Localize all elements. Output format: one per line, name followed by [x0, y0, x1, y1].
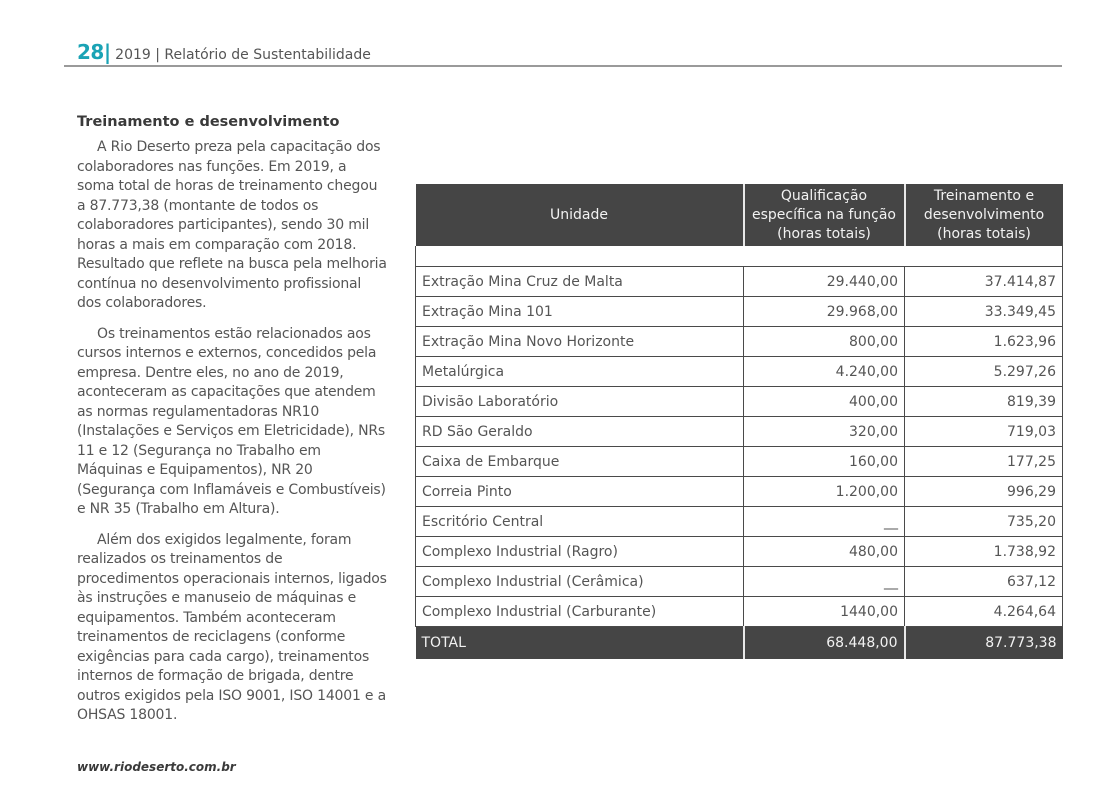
- table-row: [416, 387, 1063, 417]
- table-spacer-row: [416, 246, 1063, 267]
- column-header-qualificacao: Qualificação específica na função (horas totais): [744, 184, 905, 246]
- treinamento-hours: 33.349,45: [905, 297, 1063, 327]
- table-header-row: [416, 184, 1063, 246]
- qualificacao-hours: 400,00: [744, 387, 905, 417]
- qualificacao-hours: 1.200,00: [744, 477, 905, 507]
- unit-name: Complexo Industrial (Ragro): [416, 537, 744, 567]
- qualificacao-hours: 800,00: [744, 327, 905, 357]
- qualificacao-hours: __: [744, 567, 905, 597]
- qualificacao-hours: 29.968,00: [744, 297, 905, 327]
- training-hours-table: [415, 184, 1063, 659]
- column-header-treinamento: Treinamento e desenvolvimento (horas totais): [905, 184, 1063, 246]
- qualificacao-hours: 160,00: [744, 447, 905, 477]
- treinamento-hours: 1.623,96: [905, 327, 1063, 357]
- table-row: [416, 567, 1063, 597]
- table-row: [416, 417, 1063, 447]
- table-row: [416, 597, 1063, 627]
- unit-name: RD São Geraldo: [416, 417, 744, 447]
- report-title: 2019 | Relatório de Sustentabilidade: [115, 47, 371, 63]
- unit-name: Extração Mina Cruz de Malta: [416, 267, 744, 297]
- page-header: [77, 40, 371, 64]
- paragraph-2: Os treinamentos estão relacionados aos cursos internos e externos, concedidos pela empresa. Dentre eles, no ano de 2019, aconteceram as capacitações que atendem as normas regulamentadoras NR10 (Instalações e Serviços em Eletricidade), NRs 11 e 12 (Segurança no Trabalho em Máquinas e Equipamentos), NR 20 (Segurança com Inflamáveis e Combustíveis) e NR 35 (Trabalho em Altura).: [77, 325, 386, 517]
- header-divider: [64, 65, 1062, 67]
- qualificacao-hours: 1440,00: [744, 597, 905, 627]
- page-number-divider: |: [103, 40, 112, 64]
- table-row: [416, 537, 1063, 567]
- treinamento-hours: 819,39: [905, 387, 1063, 417]
- unit-name: Complexo Industrial (Carburante): [416, 597, 744, 627]
- qualificacao-hours: 480,00: [744, 537, 905, 567]
- paragraph-1: A Rio Deserto preza pela capacitação dos colaboradores nas funções. Em 2019, a soma total de horas de treinamento chegou a 87.773,38 (montante de todos os colaboradores participantes), sendo 30 mil horas a mais em comparação com 2018. Resultado que reflete na busca pela melhoria contínua no desenvolvimento profissional dos colaboradores.: [77, 139, 387, 311]
- treinamento-hours: 5.297,26: [905, 357, 1063, 387]
- treinamento-hours: 996,29: [905, 477, 1063, 507]
- qualificacao-hours: 4.240,00: [744, 357, 905, 387]
- unit-name: Extração Mina 101: [416, 297, 744, 327]
- qualificacao-hours: __: [744, 507, 905, 537]
- paragraph-3: Além dos exigidos legalmente, foram realizados os treinamentos de procedimentos operacionais internos, ligados às instruções e manuseio de máquinas e equipamentos. Também aconteceram treinamentos de reciclagens (conforme exigências para cada cargo), treinamentos internos de formação de brigada, dentre outros exigidos pela ISO 9001, ISO 14001 e a OHSAS 18001.: [77, 531, 387, 723]
- total-treinamento: 87.773,38: [905, 627, 1063, 660]
- treinamento-hours: 735,20: [905, 507, 1063, 537]
- table-row: [416, 447, 1063, 477]
- section-title: Treinamento e desenvolvimento: [77, 114, 340, 130]
- table-row: [416, 327, 1063, 357]
- unit-name: Extração Mina Novo Horizonte: [416, 327, 744, 357]
- table-row: [416, 297, 1063, 327]
- qualificacao-hours: 320,00: [744, 417, 905, 447]
- table-total-row: [416, 627, 1063, 660]
- text-column: [77, 112, 387, 737]
- unit-name: Metalúrgica: [416, 357, 744, 387]
- unit-name: Complexo Industrial (Cerâmica): [416, 567, 744, 597]
- page-number: 28: [77, 40, 104, 64]
- table-row: [416, 477, 1063, 507]
- treinamento-hours: 37.414,87: [905, 267, 1063, 297]
- unit-name: Correia Pinto: [416, 477, 744, 507]
- total-label: TOTAL: [416, 627, 744, 660]
- treinamento-hours: 1.738,92: [905, 537, 1063, 567]
- treinamento-hours: 719,03: [905, 417, 1063, 447]
- total-qualificacao: 68.448,00: [744, 627, 905, 660]
- table-row: [416, 507, 1063, 537]
- qualificacao-hours: 29.440,00: [744, 267, 905, 297]
- column-header-unidade: Unidade: [416, 184, 744, 246]
- footer-website-link[interactable]: www.riodeserto.com.br: [77, 760, 236, 774]
- unit-name: Caixa de Embarque: [416, 447, 744, 477]
- unit-name: Escritório Central: [416, 507, 744, 537]
- treinamento-hours: 177,25: [905, 447, 1063, 477]
- treinamento-hours: 4.264,64: [905, 597, 1063, 627]
- treinamento-hours: 637,12: [905, 567, 1063, 597]
- unit-name: Divisão Laboratório: [416, 387, 744, 417]
- table-row: [416, 267, 1063, 297]
- table-row: [416, 357, 1063, 387]
